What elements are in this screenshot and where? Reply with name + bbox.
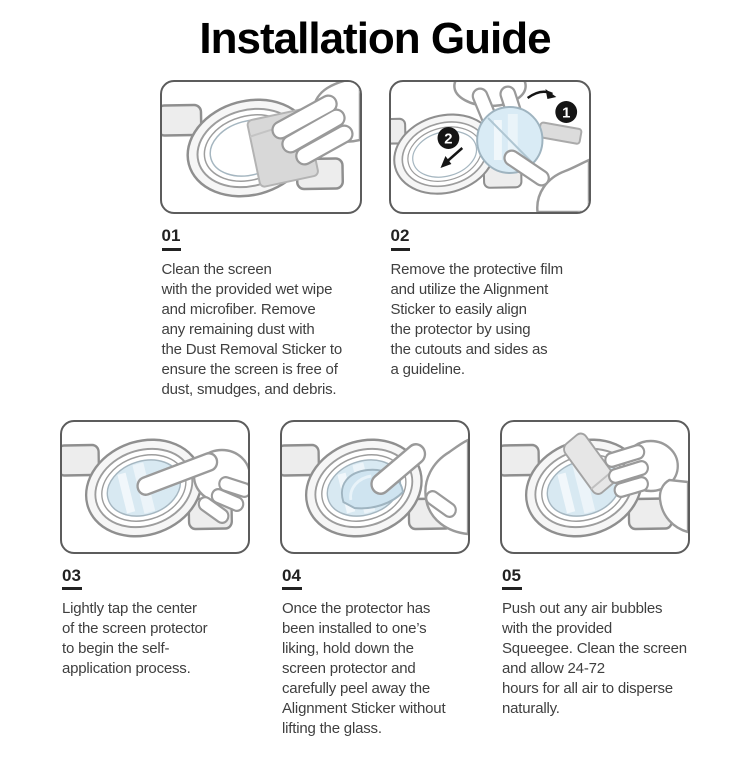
step-05-number: 05 — [502, 567, 522, 591]
hand-icon — [280, 82, 359, 156]
step-03-illustration — [60, 420, 250, 554]
step-04-description: Once the protector has been installed to one’s liking, hold down the screen protector and carefully peel away the Alignment Sticker without lifting the glass. — [282, 600, 446, 738]
steps-row-top — [0, 80, 750, 400]
step-01-illustration — [160, 80, 362, 214]
align-protector-icon — [391, 82, 589, 212]
step-03-number: 03 — [62, 567, 82, 591]
tap-center-icon — [62, 422, 248, 552]
steps-row-bottom — [0, 420, 750, 740]
svg-text:2: 2 — [443, 130, 453, 148]
step-04-number: 04 — [282, 567, 302, 591]
step-05 — [500, 420, 690, 740]
step-01-description: Clean the screen with the provided wet wipe and microfiber. Remove any remaining dust with the Dust Removal Sticker to ensure the screen is free of dust, smudges, and debris. — [161, 260, 343, 398]
step-03 — [60, 420, 250, 740]
peel-sticker-icon — [282, 422, 468, 552]
step-02-number: 02 — [391, 227, 411, 251]
step-05-description: Push out any air bubbles with the provided Squeegee. Clean the screen and allow 24-72 hours for all air to disperse naturally. — [502, 600, 687, 718]
step-03-description: Lightly tap the center of the screen protector to begin the self- application process. — [62, 600, 208, 678]
wipe-clean-watch-icon — [162, 82, 360, 212]
svg-text:1: 1 — [561, 104, 570, 122]
step-01-number: 01 — [162, 227, 182, 251]
step-02-illustration — [389, 80, 591, 214]
step-01 — [160, 80, 362, 400]
step-04-illustration — [280, 420, 470, 554]
squeegee-icon — [502, 422, 688, 552]
step-02-description: Remove the protective film and utilize the Alignment Sticker to easily align the protector by using the cutouts and sides as a guideline. — [390, 260, 563, 378]
step-05-illustration — [500, 420, 690, 554]
page-title: Installation Guide — [199, 14, 551, 63]
lower-hand-icon — [511, 158, 588, 212]
step-02 — [389, 80, 591, 400]
protector-tab-icon — [538, 122, 582, 144]
step-04 — [280, 420, 470, 740]
